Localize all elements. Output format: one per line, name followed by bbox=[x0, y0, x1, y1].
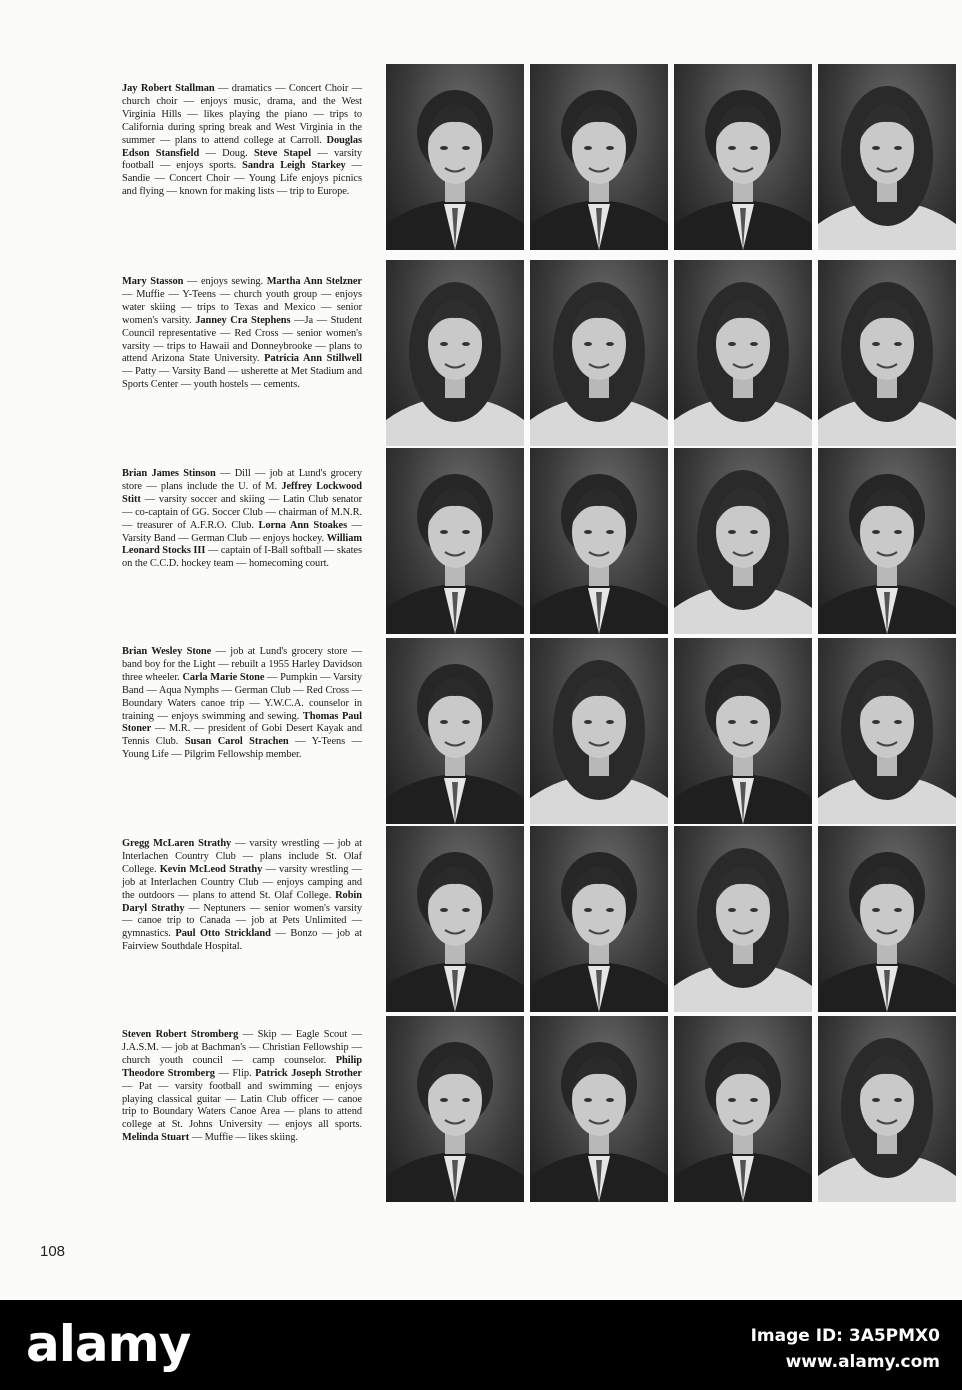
student-name: Patrick Joseph Strother bbox=[255, 1067, 362, 1079]
student-portrait bbox=[386, 260, 524, 446]
bio-text: — captain of I-Ball softball — skates on the C.C.D. hockey team — homecoming court. bbox=[122, 545, 362, 570]
bio-text: — Pat — varsity football and swimming — enjoys playing classical guitar — Latin Club officer — canoe trip to Boundary Waters Canoe Area — plans to attend college at St. Johns University — enjoys all sports. bbox=[122, 1080, 362, 1131]
student-portrait bbox=[530, 1016, 668, 1202]
student-name: Lorna Ann Stoakes bbox=[258, 519, 348, 531]
bio-block-6 bbox=[122, 1029, 362, 1145]
portrait-figure bbox=[818, 64, 956, 250]
student-portrait bbox=[386, 826, 524, 1012]
bio-text: — Doug. bbox=[199, 147, 254, 159]
student-name: Paul Otto Strickland bbox=[175, 928, 271, 940]
portrait-figure bbox=[386, 448, 524, 634]
student-portrait bbox=[530, 64, 668, 250]
bio-text: — Muffie — Y-Teens — church youth group — enjoys water skiing — trips to Texas and Mexico — senior women's varsity. bbox=[122, 288, 362, 326]
bio-text: — Neptuners — senior women's varsity — canoe trip to Canada — job at Pets Unlimited — gymnastics. bbox=[122, 902, 362, 940]
student-portrait bbox=[530, 638, 668, 824]
bio-text: — Skip — Eagle Scout — J.A.S.M. — job at Bachman's — Christian Fellowship — church youth council — camp counselor. bbox=[122, 1029, 362, 1066]
portrait-figure bbox=[530, 1016, 668, 1202]
portrait-figure bbox=[386, 1016, 524, 1202]
bio-text: — varsity wrestling — job at Interlachen Country Club — enjoys camping and the outdoors — plans to attend St. Olaf College. bbox=[122, 863, 362, 901]
student-name: Philip Theodore Stromberg bbox=[122, 1054, 362, 1079]
portrait-figure bbox=[530, 64, 668, 250]
portrait-figure bbox=[818, 260, 956, 446]
bio-text: — varsity wrestling — job at Interlachen Country Club — plans include St. Olaf College. bbox=[122, 838, 362, 875]
student-portrait bbox=[530, 448, 668, 634]
student-portrait bbox=[818, 1016, 956, 1202]
student-portrait bbox=[674, 448, 812, 634]
portrait-figure bbox=[386, 260, 524, 446]
student-name: Patricia Ann Stillwell bbox=[264, 353, 362, 365]
bio-text: — Pumpkin — Varsity Band — Aqua Nymphs — German Club — Red Cross — Boundary Waters canoe trip — Y.W.C.A. counselor in training — enjoys swimming and sewing. bbox=[122, 671, 363, 722]
bio-text: — Patty — Varsity Band — usherette at Met Stadium and Sports Center — youth hostels — cements. bbox=[122, 366, 362, 391]
stock-url[interactable]: www.alamy.com bbox=[785, 1352, 940, 1372]
student-portrait bbox=[818, 260, 956, 446]
bio-block-4 bbox=[122, 646, 362, 762]
student-name: William Leonard Stocks III bbox=[122, 532, 362, 557]
student-portrait bbox=[818, 64, 956, 250]
student-portrait bbox=[386, 448, 524, 634]
image-id: Image ID: 3A5PMX0 bbox=[750, 1326, 940, 1346]
portrait-figure bbox=[386, 64, 524, 250]
portrait-figure bbox=[530, 826, 668, 1012]
portrait-figure bbox=[674, 1016, 812, 1202]
student-portrait bbox=[674, 64, 812, 250]
portrait-figure bbox=[530, 448, 668, 634]
student-name: Steven Robert Stromberg bbox=[122, 1029, 239, 1040]
student-name: Robin Daryl Strathy bbox=[122, 889, 362, 914]
student-portrait bbox=[818, 638, 956, 824]
portrait-figure bbox=[674, 64, 812, 250]
student-name: Martha Ann Stelzner bbox=[266, 276, 362, 287]
portrait-figure bbox=[674, 260, 812, 446]
bio-text: — Y-Teens — Young Life — Pilgrim Fellowship member. bbox=[122, 736, 363, 761]
student-name: Mary Stasson bbox=[122, 276, 184, 287]
student-name: Kevin McLeod Strathy bbox=[159, 863, 263, 875]
student-name: Thomas Paul Stoner bbox=[122, 710, 362, 735]
student-portrait bbox=[674, 638, 812, 824]
portrait-figure bbox=[818, 1016, 956, 1202]
stock-footer bbox=[0, 1300, 962, 1390]
student-name: Jay Robert Stallman bbox=[122, 83, 215, 94]
bio-block-1 bbox=[122, 83, 362, 199]
student-portrait bbox=[530, 826, 668, 1012]
bio-text: — Muffie — likes skiing. bbox=[189, 1132, 298, 1144]
student-portrait bbox=[674, 260, 812, 446]
student-name: Jeffrey Lockwood Stitt bbox=[122, 480, 362, 505]
bio-block-3 bbox=[122, 468, 362, 571]
bio-text: — Flip. bbox=[214, 1067, 256, 1079]
portrait-figure bbox=[818, 448, 956, 634]
bio-text: — job at Lund's grocery store — band boy for the Light — rebuilt a 1955 Harley Davidson three wheeler. bbox=[122, 646, 362, 683]
portrait-figure bbox=[386, 638, 524, 824]
student-name: Sandra Leigh Starkey bbox=[242, 160, 346, 172]
student-name: Janney Cra Stephens bbox=[195, 314, 291, 326]
portrait-figure bbox=[530, 260, 668, 446]
student-portrait bbox=[386, 64, 524, 250]
student-name: Brian James Stinson bbox=[122, 468, 216, 479]
bio-block-5 bbox=[122, 838, 362, 954]
page-number: 108 bbox=[40, 1243, 66, 1260]
bio-text: — Bonzo — job at Fairview Southdale Hospital. bbox=[122, 928, 362, 953]
bio-text: — Dill — job at Lund's grocery store — plans include the U. of M. bbox=[122, 468, 362, 492]
student-name: Brian Wesley Stone bbox=[122, 646, 212, 657]
portrait-figure bbox=[674, 826, 812, 1012]
student-portrait bbox=[818, 448, 956, 634]
student-name: Susan Carol Strachen bbox=[184, 736, 289, 748]
student-name: Douglas Edson Stansfield bbox=[122, 134, 362, 159]
portrait-figure bbox=[818, 826, 956, 1012]
bio-text: —Ja — Student Council representative — Red Cross — senior women's varsity — trips to Hawaii and Donneybrooke — plans to attend Arizona State University. bbox=[122, 314, 363, 365]
student-portrait bbox=[530, 260, 668, 446]
portrait-figure bbox=[818, 638, 956, 824]
portrait-figure bbox=[386, 826, 524, 1012]
student-name: Gregg McLaren Strathy bbox=[122, 838, 232, 849]
bio-text: — Sandie — Concert Choir — Young Life enjoys picnics and flying — known for making lists — trip to Europe. bbox=[122, 160, 362, 198]
portrait-figure bbox=[674, 638, 812, 824]
student-portrait bbox=[674, 1016, 812, 1202]
bio-text: — M.R. — president of Gobi Desert Kayak and Tennis Club. bbox=[122, 723, 362, 748]
bio-text: — varsity soccer and skiing — Latin Club senator — co-captain of GG. Soccer Club — chairman of M.N.R. — treasurer of A.F.R.O. Club. bbox=[122, 493, 362, 531]
bio-text: — varsity football — enjoys sports. bbox=[122, 147, 363, 172]
student-portrait bbox=[674, 826, 812, 1012]
bio-text: — Varsity Band — German Club — enjoys hockey. bbox=[122, 519, 362, 544]
student-portrait bbox=[386, 638, 524, 824]
student-name: Carla Marie Stone bbox=[182, 671, 265, 683]
student-name: Steve Stapel bbox=[253, 147, 312, 159]
bio-text: — enjoys sewing. bbox=[183, 276, 267, 287]
student-name: Melinda Stuart bbox=[122, 1132, 190, 1144]
bio-text: — dramatics — Concert Choir — church choir — enjoys music, drama, and the West Virginia Hills — likes playing the piano — trips to California during spring break and West Virginia in the summer — plans to attend college at Carroll. bbox=[122, 83, 362, 146]
student-portrait bbox=[818, 826, 956, 1012]
student-portrait bbox=[386, 1016, 524, 1202]
portrait-figure bbox=[530, 638, 668, 824]
bio-block-2 bbox=[122, 276, 362, 392]
portrait-figure bbox=[674, 448, 812, 634]
alamy-logo[interactable]: alamy bbox=[26, 1315, 191, 1373]
